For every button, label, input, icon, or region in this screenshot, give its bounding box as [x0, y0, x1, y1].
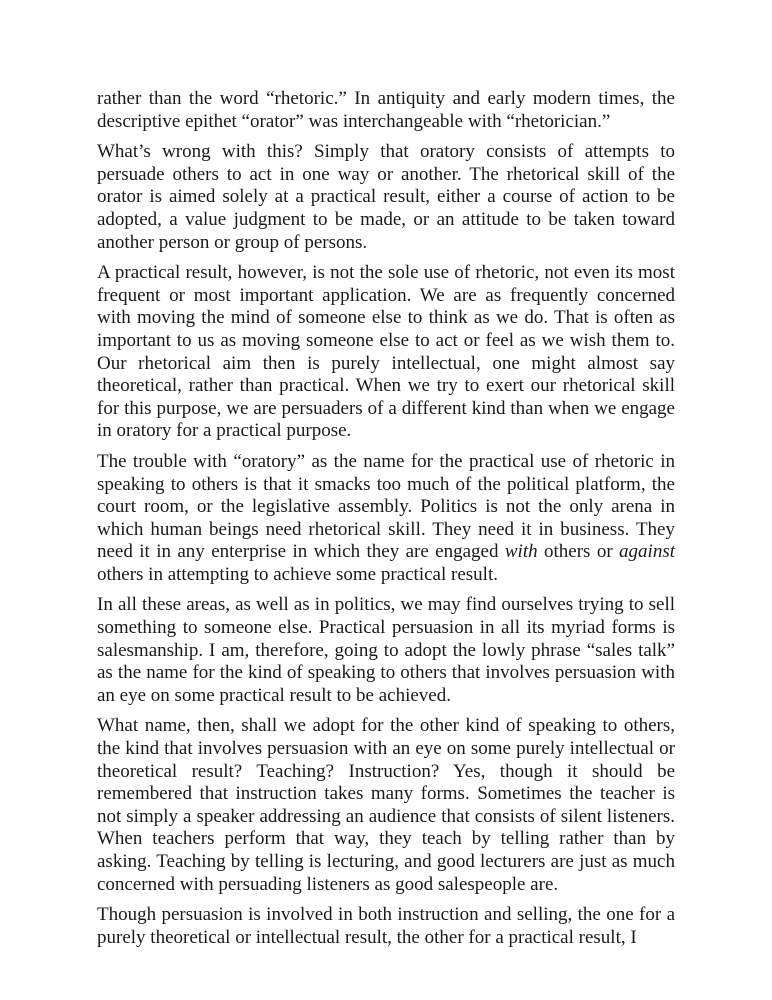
text-segment: rather than the word “rhetoric.” In antiquity and early modern times, the descriptive epithet “orator” was interchangeable with “rhetorician.” — [97, 88, 675, 132]
paragraph-7 — [97, 904, 675, 949]
text-segment: The trouble with “oratory” as the name for the practical use of rhetoric in speaking to others is that it smacks too much of the political platform, the court room, or the legislative assembly. Politics is not the only arena in which human beings need rhetorical skill. They need it in business. They need it in any enterprise in which they are engaged — [97, 450, 675, 563]
text-segment: In all these areas, as well as in politics, we may find ourselves trying to sell something to someone else. Practical persuasion in all its myriad forms is salesmanship. I am, therefore, going to adopt the lowly phrase “sales talk” as the name for the kind of speaking to others that involves persuasion with an eye on some practical result to be achieved. — [97, 594, 675, 706]
paragraph-3 — [97, 262, 675, 443]
text-segment: What name, then, shall we adopt for the other kind of speaking to others, the kind that involves persuasion with an eye on some purely intellectual or theoretical result? Teaching? Instruction? Yes, though it should be remembered that instruction takes many forms. Sometimes the teacher is not simply a speaker addressing an audience that consists of silent listeners. When teachers perform that way, they teach by telling rather than by asking. Teaching by telling is lecturing, and good lecturers are just as much concerned with persuading listeners as good salespeople are. — [97, 715, 675, 895]
paragraph-1 — [97, 88, 675, 133]
text-segment: Though persuasion is involved in both instruction and selling, the one for a purely theoretical or intellectual result, the other for a practical result, I — [97, 904, 675, 948]
italic-text-segment: with — [504, 541, 538, 563]
document-page — [97, 88, 675, 957]
paragraph-5 — [97, 594, 675, 707]
text-segment: A practical result, however, is not the sole use of rhetoric, not even its most frequent or most important application. We are as frequently concerned with moving the mind of someone else to think as we do. That is often as important to us as moving someone else to act or feel as we wish them to. Our rhetorical aim then is purely intellectual, one might almost say theoretical, rather than practical. When we try to exert our rhetorical skill for this purpose, we are persuaders of a different kind than when we engage in oratory for a practical purpose. — [97, 262, 675, 442]
text-segment: others in attempting to achieve some practical result. — [97, 563, 498, 585]
paragraph-4 — [97, 451, 675, 587]
text-segment: What’s wrong with this? Simply that oratory consists of attempts to persuade others to act in one way or another. The rhetorical skill of the orator is aimed solely at a practical result, either a course of action to be adopted, a value judgment to be made, or an attitude to be taken toward another person or group of persons. — [97, 141, 675, 253]
paragraph-6 — [97, 715, 675, 896]
text-segment: others or — [537, 541, 620, 563]
italic-text-segment: against — [619, 541, 675, 563]
paragraph-2 — [97, 141, 675, 254]
